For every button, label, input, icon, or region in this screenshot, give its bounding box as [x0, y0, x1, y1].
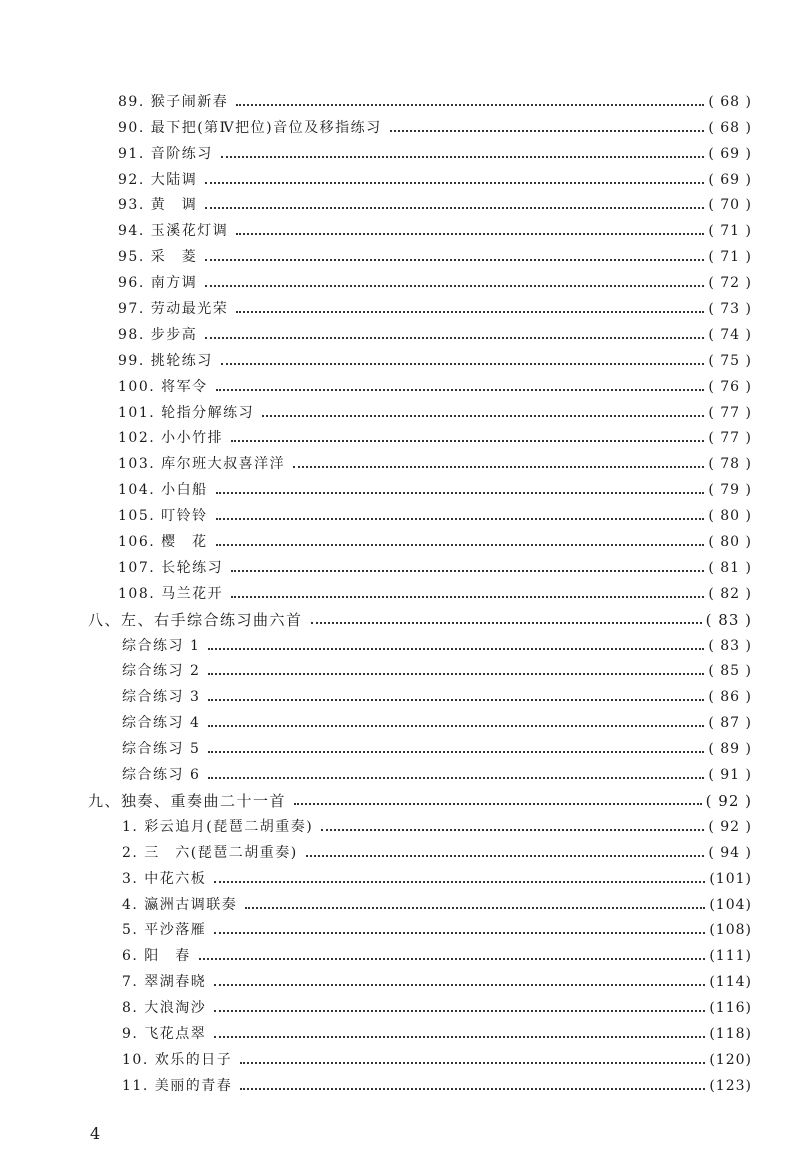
- dot-leader: [293, 466, 704, 468]
- entry-title: 11. 美丽的青春: [122, 1077, 233, 1094]
- entry-page: (104): [709, 896, 752, 913]
- page-number: 4: [90, 1124, 101, 1143]
- entry-title: 101. 轮指分解练习: [118, 404, 255, 421]
- entry-page: ( 83 ): [708, 637, 752, 654]
- toc-entry: [0, 446, 800, 472]
- toc-entry: [0, 654, 800, 680]
- dot-leader: [208, 648, 704, 650]
- toc-entry: [0, 498, 800, 524]
- entry-title: 1. 彩云追月(琵琶二胡重奏): [122, 818, 314, 835]
- entry-page: ( 81 ): [708, 559, 752, 576]
- entry-title: 7. 翠湖春晓: [122, 974, 207, 991]
- entry-page: ( 74 ): [708, 326, 752, 343]
- toc-entry: [0, 835, 800, 861]
- toc-entry: [0, 317, 800, 343]
- entry-title: 91. 音阶练习: [118, 145, 213, 162]
- toc-entry: [0, 84, 800, 110]
- entry-title: 综合练习 3: [122, 689, 201, 706]
- section-title: 九、独奏、重奏曲二十一首: [88, 791, 287, 810]
- entry-page: ( 71 ): [708, 223, 752, 240]
- dot-leader: [240, 1062, 705, 1064]
- toc-entry: [0, 938, 800, 964]
- dot-leader: [214, 881, 705, 883]
- entry-title: 99. 挑轮练习: [118, 352, 213, 369]
- dot-leader: [205, 207, 704, 209]
- entry-title: 89. 猴子闹新春: [118, 93, 229, 110]
- entry-page: ( 85 ): [708, 663, 752, 680]
- dot-leader: [390, 130, 705, 132]
- entry-title: 综合练习 2: [122, 663, 201, 680]
- toc-entry: [0, 136, 800, 162]
- dot-leader: [214, 1010, 705, 1012]
- entry-title: 10. 欢乐的日子: [122, 1051, 233, 1068]
- toc-entry: [0, 265, 800, 291]
- entry-page: ( 68 ): [708, 119, 752, 136]
- dot-leader: [199, 958, 706, 960]
- toc-entry: [0, 1068, 800, 1094]
- dot-leader: [205, 285, 704, 287]
- entry-page: ( 86 ): [708, 689, 752, 706]
- entry-title: 95. 采 菱: [118, 249, 198, 266]
- entry-title: 96. 南方调: [118, 275, 198, 292]
- dot-leader: [205, 259, 704, 261]
- entry-page: ( 69 ): [708, 145, 752, 162]
- toc-section-heading: [0, 602, 800, 628]
- toc-entry: [0, 731, 800, 757]
- dot-leader: [208, 725, 704, 727]
- toc-entry: [0, 369, 800, 395]
- entry-page: ( 80 ): [708, 534, 752, 551]
- dot-leader: [236, 233, 704, 235]
- toc-entry: [0, 239, 800, 265]
- dot-leader: [216, 544, 705, 546]
- entry-title: 综合练习 5: [122, 741, 201, 758]
- toc-entry: [0, 705, 800, 731]
- entry-page: ( 77 ): [708, 404, 752, 421]
- dot-leader: [214, 984, 705, 986]
- entry-page: ( 89 ): [708, 741, 752, 758]
- entry-page: ( 80 ): [708, 508, 752, 525]
- table-of-contents: [0, 84, 800, 1094]
- entry-page: ( 92 ): [705, 791, 752, 810]
- dot-leader: [240, 1088, 705, 1090]
- toc-entry: [0, 524, 800, 550]
- entry-title: 107. 长轮练习: [118, 559, 224, 576]
- entry-page: ( 94 ): [708, 844, 752, 861]
- entry-page: (118): [709, 1025, 752, 1042]
- dot-leader: [221, 363, 705, 365]
- entry-page: ( 82 ): [708, 585, 752, 602]
- entry-page: ( 68 ): [708, 93, 752, 110]
- entry-title: 6. 阳 春: [122, 948, 191, 965]
- dot-leader: [208, 777, 704, 779]
- entry-title: 2. 三 六(琵琶二胡重奏): [122, 844, 298, 861]
- dot-leader: [205, 182, 704, 184]
- toc-entry: [0, 913, 800, 939]
- entry-title: 8. 大浪淘沙: [122, 1000, 207, 1017]
- entry-title: 综合练习 4: [122, 715, 201, 732]
- dot-leader: [294, 803, 702, 805]
- entry-title: 综合练习 6: [122, 767, 201, 784]
- entry-title: 97. 劳动最光荣: [118, 301, 229, 318]
- entry-page: ( 91 ): [708, 767, 752, 784]
- toc-entry: [0, 628, 800, 654]
- entry-page: ( 83 ): [705, 610, 752, 629]
- toc-entry: [0, 213, 800, 239]
- dot-leader: [236, 311, 704, 313]
- dot-leader: [306, 855, 705, 857]
- dot-leader: [262, 415, 704, 417]
- toc-entry: [0, 1016, 800, 1042]
- dot-leader: [208, 751, 704, 753]
- toc-entry: [0, 291, 800, 317]
- toc-entry: [0, 162, 800, 188]
- entry-title: 3. 中花六板: [122, 870, 207, 887]
- dot-leader: [221, 156, 705, 158]
- toc-entry: [0, 576, 800, 602]
- toc-entry: [0, 188, 800, 214]
- entry-title: 5. 平沙落雁: [122, 922, 207, 939]
- entry-title: 102. 小小竹排: [118, 430, 224, 447]
- entry-title: 94. 玉溪花灯调: [118, 223, 229, 240]
- entry-page: (111): [709, 948, 752, 965]
- dot-leader: [245, 907, 705, 909]
- entry-title: 108. 马兰花开: [118, 585, 224, 602]
- section-title: 八、左、右手综合练习曲六首: [88, 610, 303, 629]
- toc-entry: [0, 343, 800, 369]
- dot-leader: [231, 570, 704, 572]
- entry-title: 综合练习 1: [122, 637, 201, 654]
- dot-leader: [216, 492, 705, 494]
- toc-section-heading: [0, 783, 800, 809]
- toc-entry: [0, 679, 800, 705]
- entry-page: ( 77 ): [708, 430, 752, 447]
- toc-entry: [0, 861, 800, 887]
- entry-page: ( 70 ): [708, 197, 752, 214]
- dot-leader: [214, 932, 705, 934]
- entry-page: (116): [709, 1000, 752, 1017]
- entry-title: 104. 小白船: [118, 482, 208, 499]
- dot-leader: [216, 518, 705, 520]
- entry-title: 93. 黄 调: [118, 197, 198, 214]
- dot-leader: [311, 622, 702, 624]
- dot-leader: [208, 699, 704, 701]
- dot-leader: [231, 440, 704, 442]
- entry-page: ( 79 ): [708, 482, 752, 499]
- entry-page: ( 75 ): [708, 352, 752, 369]
- entry-title: 98. 步步高: [118, 326, 198, 343]
- toc-entry: [0, 809, 800, 835]
- entry-page: (101): [709, 870, 752, 887]
- entry-title: 106. 樱 花: [118, 534, 208, 551]
- entry-title: 9. 飞花点翠: [122, 1025, 207, 1042]
- toc-entry: [0, 472, 800, 498]
- entry-page: ( 92 ): [708, 818, 752, 835]
- toc-entry: [0, 550, 800, 576]
- toc-entry: [0, 887, 800, 913]
- entry-page: (114): [709, 974, 752, 991]
- entry-page: ( 73 ): [708, 301, 752, 318]
- dot-leader: [321, 829, 704, 831]
- dot-leader: [236, 104, 704, 106]
- entry-page: ( 72 ): [708, 275, 752, 292]
- toc-entry: [0, 110, 800, 136]
- entry-title: 100. 将军令: [118, 378, 208, 395]
- entry-page: ( 69 ): [708, 171, 752, 188]
- entry-page: ( 87 ): [708, 715, 752, 732]
- entry-title: 90. 最下把(第Ⅳ把位)音位及移指练习: [118, 119, 382, 136]
- dot-leader: [208, 673, 704, 675]
- entry-title: 92. 大陆调: [118, 171, 198, 188]
- entry-page: ( 71 ): [708, 249, 752, 266]
- entry-page: (120): [709, 1051, 752, 1068]
- toc-entry: [0, 421, 800, 447]
- entry-title: 4. 瀛洲古调联奏: [122, 896, 238, 913]
- dot-leader: [214, 1036, 705, 1038]
- entry-title: 103. 库尔班大叔喜洋洋: [118, 456, 286, 473]
- dot-leader: [205, 337, 704, 339]
- toc-entry: [0, 757, 800, 783]
- entry-title: 105. 叮铃铃: [118, 508, 208, 525]
- toc-entry: [0, 964, 800, 990]
- toc-entry: [0, 1042, 800, 1068]
- toc-entry: [0, 395, 800, 421]
- entry-page: ( 78 ): [708, 456, 752, 473]
- dot-leader: [231, 596, 704, 598]
- dot-leader: [216, 389, 705, 391]
- entry-page: (108): [709, 922, 752, 939]
- toc-entry: [0, 990, 800, 1016]
- entry-page: (123): [709, 1077, 752, 1094]
- entry-page: ( 76 ): [708, 378, 752, 395]
